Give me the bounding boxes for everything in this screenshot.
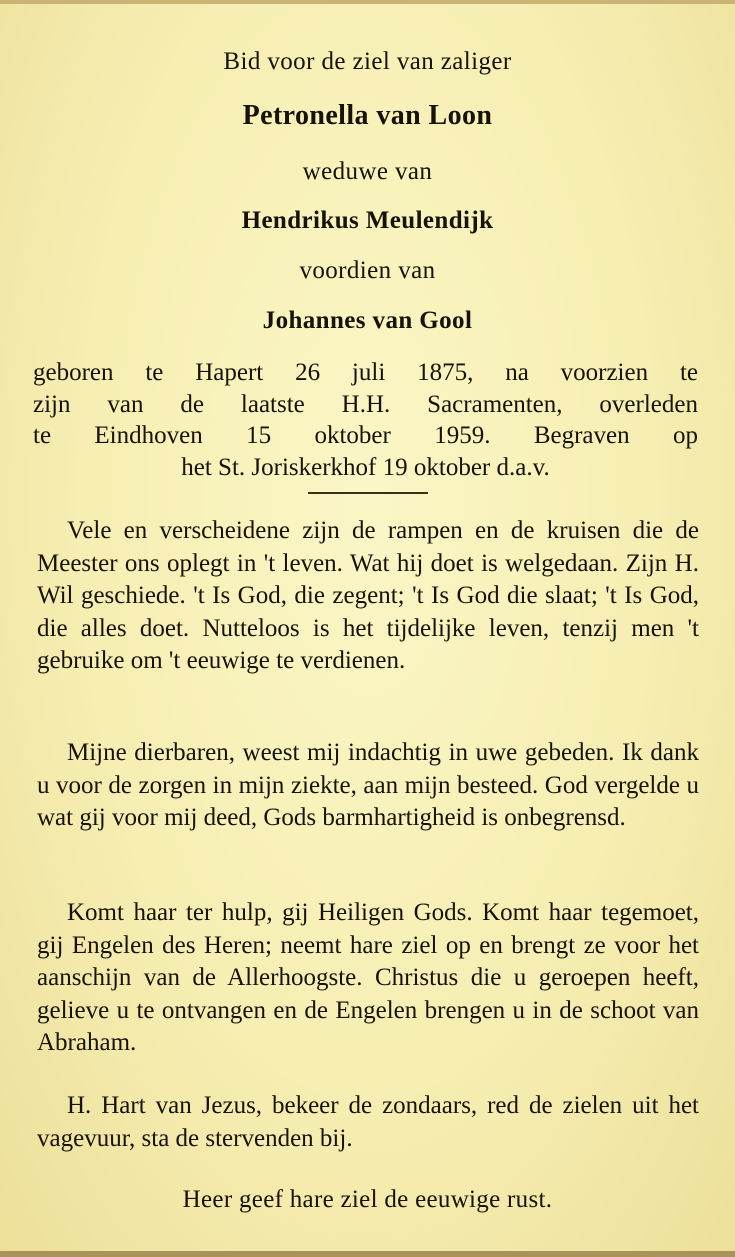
card-bottom-edge bbox=[0, 1251, 735, 1257]
card-top-edge bbox=[0, 0, 735, 4]
relation-previously-of: voordien van bbox=[299, 257, 436, 284]
spouse-name-2: Johannes van Gool bbox=[262, 307, 473, 334]
prayer-paragraph-1 bbox=[37, 515, 699, 678]
paragraph-text: Komt haar ter hulp, gij Heiligen Gods. Komt haar tegemoet, gij Engelen des Heren; neemt hare ziel op en brengt ze voor het aanschijn van de Allerhoogste. Christus die u geroepen heeft, gelieve u te ontvangen en de Engelen brengen u in de schoot van Abraham. bbox=[37, 899, 699, 1056]
prayer-paragraph-4 bbox=[37, 1090, 699, 1155]
birth-death-line: te Eindhoven 15 oktober 1959. Begraven op bbox=[33, 422, 698, 449]
divider-rule bbox=[308, 492, 428, 494]
birth-death-line: zijn van de laatste H.H. Sacramenten, overleden bbox=[33, 390, 698, 418]
paragraph-text: Mijne dierbaren, weest mij indachtig in uwe gebeden. Ik dank u voor de zorgen in mijn ziekte, aan mijn besteed. God vergelde u wat gij voor mij deed, Gods barmhartigheid is onbegrensd. bbox=[37, 739, 699, 831]
paragraph-text: H. Hart van Jezus, bekeer de zondaars, red de zielen uit het vagevuur, sta de stervenden bij. bbox=[37, 1092, 699, 1152]
prayer-paragraph-3 bbox=[37, 897, 699, 1060]
paragraph-text: Vele en verscheidene zijn de rampen en de kruisen die de Meester ons oplegt in 't leven. Wat hij doet is welgedaan. Zijn H. Wil geschiede. 't Is God, die zegent; 't Is God die slaat; 't Is God, die alles doet. Nutteloos is het tijdelijke leven, tenzij men 't gebruike om 't eeuwige te verdienen. bbox=[37, 517, 699, 674]
birth-death-text bbox=[33, 357, 698, 483]
closing-line: Heer geef hare ziel de eeuwige rust. bbox=[182, 1186, 553, 1213]
intro-line: Bid voor de ziel van zaliger bbox=[223, 48, 512, 75]
relation-widow-of: weduwe van bbox=[302, 158, 433, 185]
spouse-name-1: Hendrikus Meulendijk bbox=[241, 207, 494, 234]
birth-death-line: geboren te Hapert 26 juli 1875, na voorzien te bbox=[33, 359, 698, 386]
birth-death-line: het St. Joriskerkhof 19 oktober d.a.v. bbox=[181, 453, 550, 481]
prayer-paragraph-2 bbox=[37, 737, 699, 835]
deceased-name: Petronella van Loon bbox=[242, 100, 493, 131]
